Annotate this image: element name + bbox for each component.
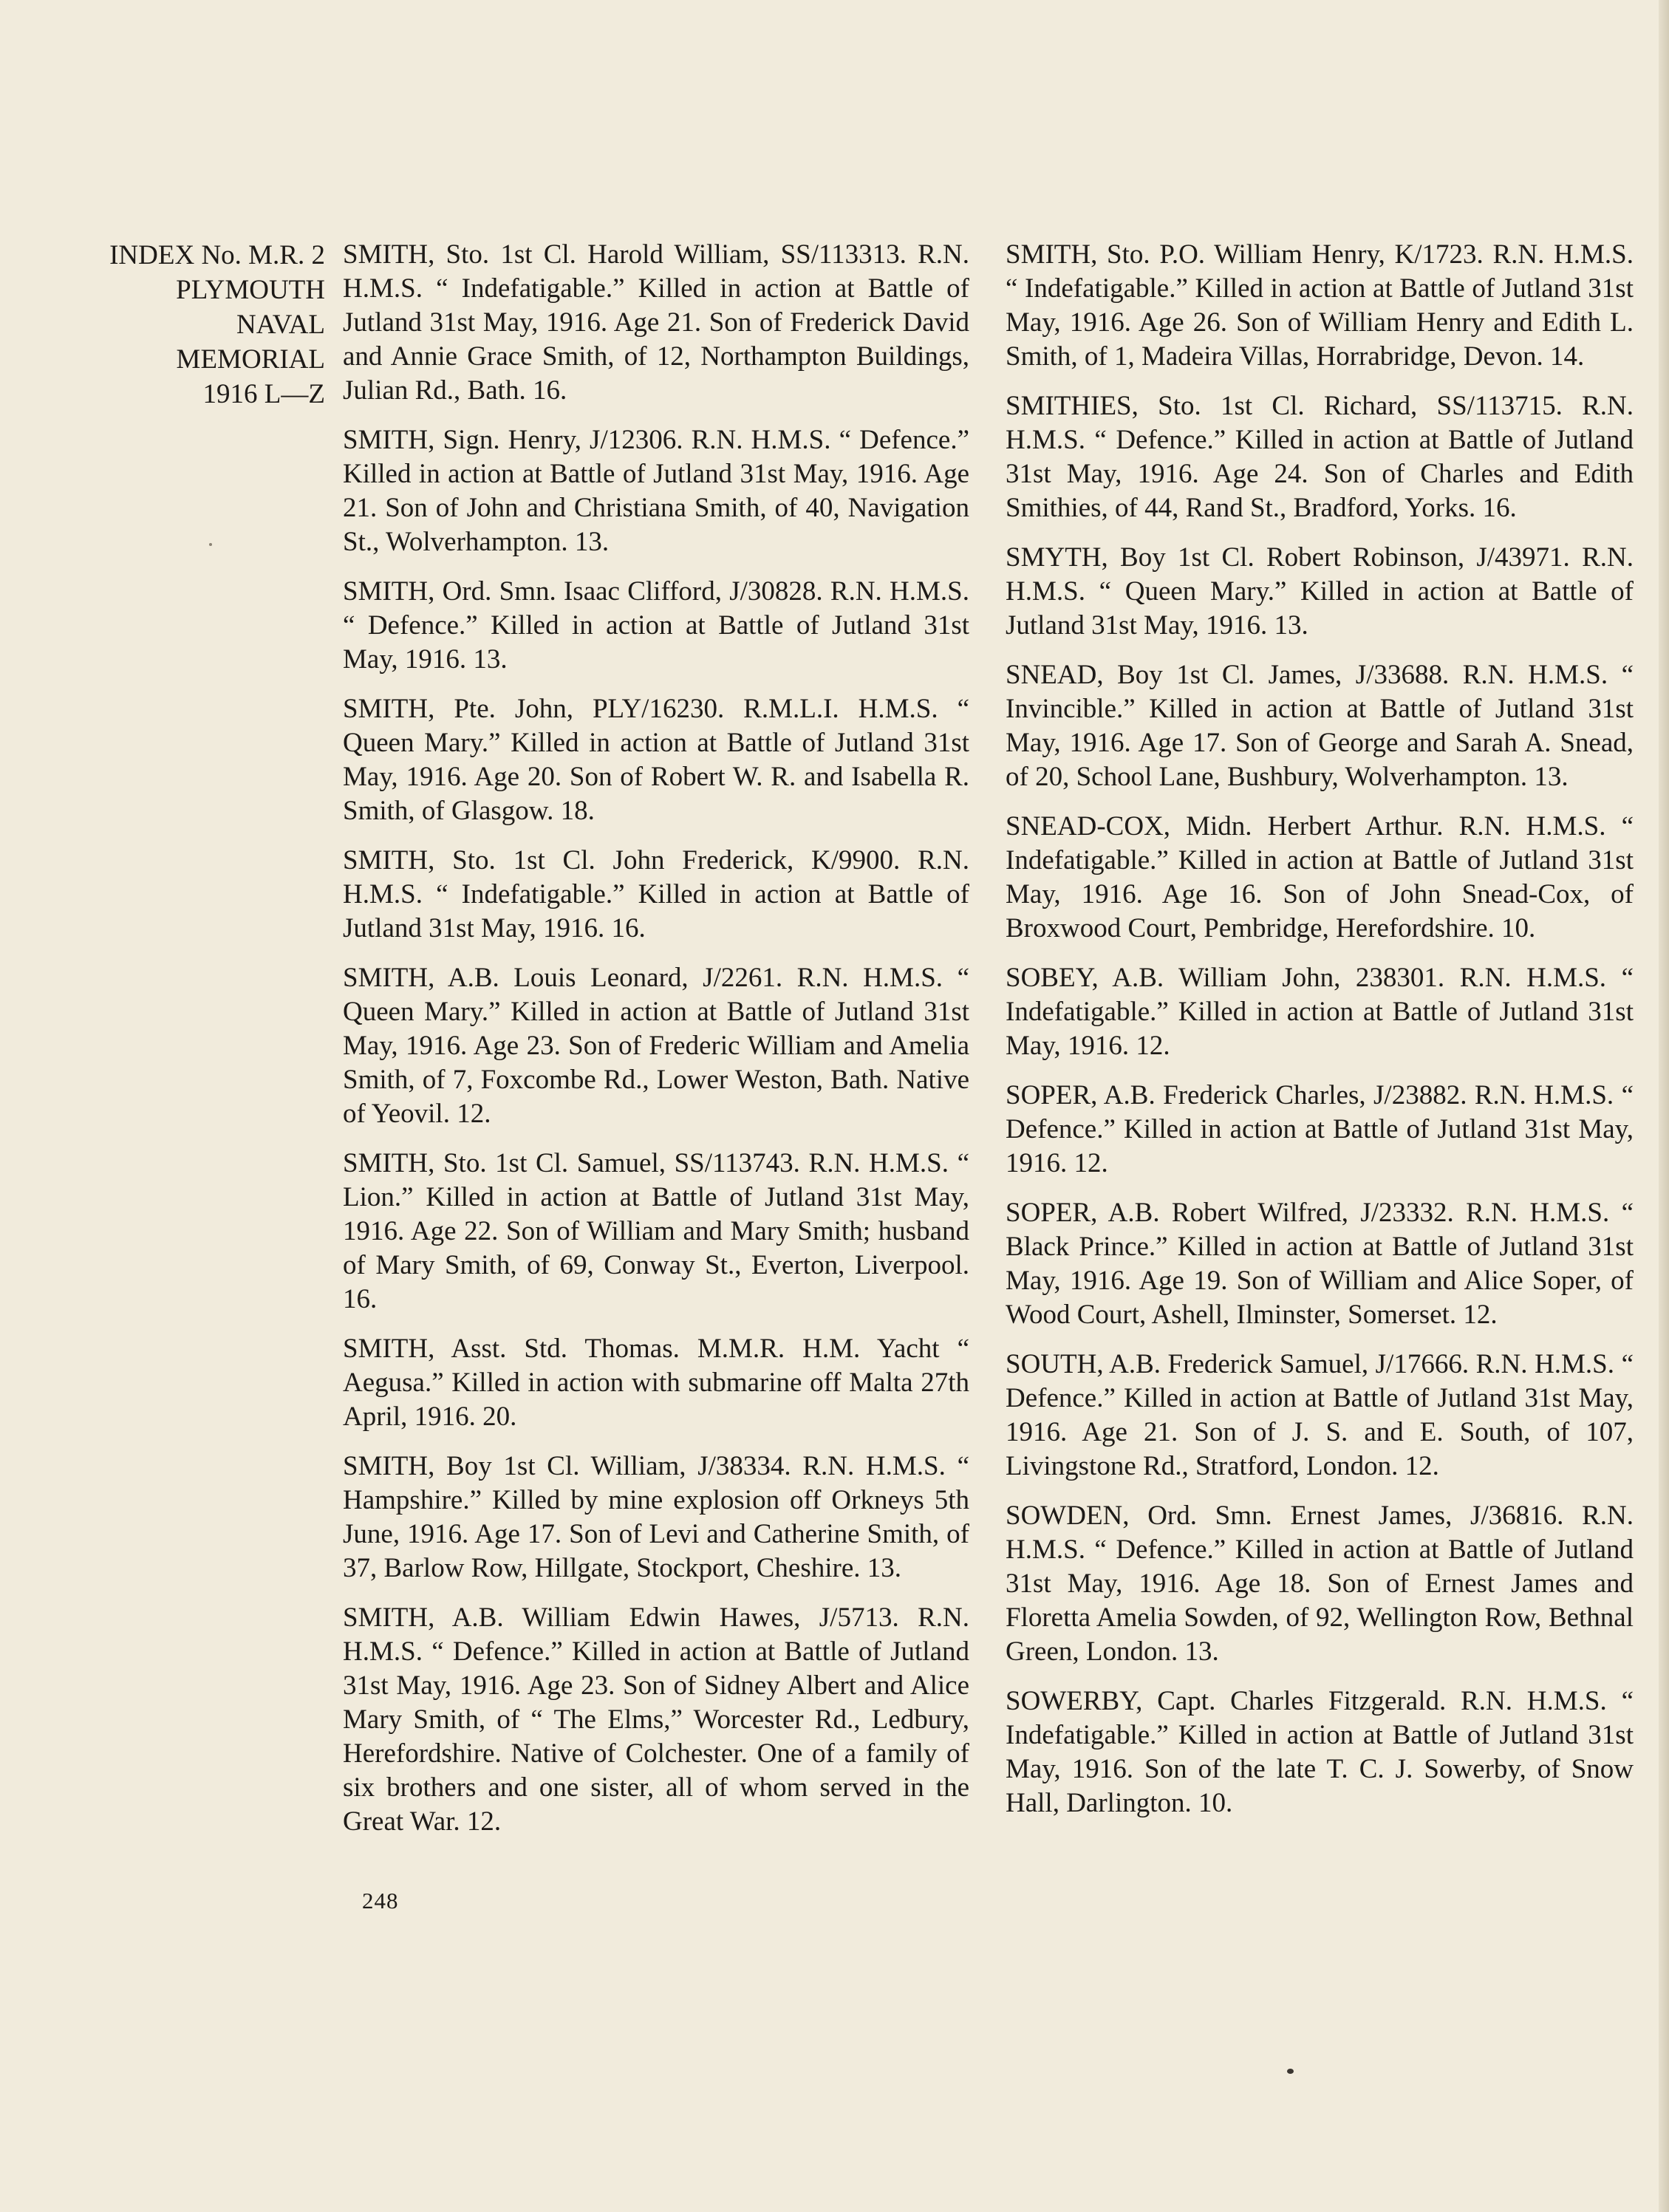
memorial-entry: SMITH, Asst. Std. Thomas. M.M.R. H.M. Yacht “ Aegusa.” Killed in action with submarine off Malta 27th April, 1916. 20. (343, 1334, 969, 1432)
memorial-entry: SMITH, Sto. 1st Cl. John Frederick, K/9900. R.N. H.M.S. “ Indefatigable.” Killed in action at Battle of Jutland 31st May, 1916. 16. (343, 845, 969, 943)
memorial-entry: SMITH, Sto. 1st Cl. Samuel, SS/113743. R.N. H.M.S. “ Lion.” Killed in action at Battle of Jutland 31st May, 1916. Age 22. Son of William and Mary Smith; husband of Mary Smith, of 69, Conway St., Everton, Liverpool. 16. (343, 1148, 969, 1314)
memorial-entry: SOPER, A.B. Robert Wilfred, J/23332. R.N. H.M.S. “ Black Prince.” Killed in action at Battle of Jutland 31st May, 1916. Age 19. Son of William and Alice Soper, of Wood Court, Ashell, Ilminster, Somerset. 12. (1006, 1198, 1634, 1330)
memorial-entry: SMITHIES, Sto. 1st Cl. Richard, SS/113715. R.N. H.M.S. “ Defence.” Killed in action at Battle of Jutland 31st May, 1916. Age 24. Son of Charles and Edith Smithies, of 44, Rand St., Bradford, Yorks. 16. (1006, 391, 1634, 523)
index-line: NAVAL (236, 310, 325, 340)
page-edge (1659, 0, 1669, 2212)
memorial-entry: SMITH, Sto. P.O. William Henry, K/1723. R.N. H.M.S. “ Indefatigable.” Killed in action at Battle of Jutland 31st May, 1916. Age 26. Son of William Henry and Edith L. Smith, of 1, Madeira Villas, Horrabridge, Devon. 14. (1006, 239, 1634, 372)
memorial-entry: SMITH, A.B. Louis Leonard, J/2261. R.N. H.M.S. “ Queen Mary.” Killed in action at Battle of Jutland 31st May, 1916. Age 23. Son of Frederic William and Amelia Smith, of 7, Foxcombe Rd., Lower Weston, Bath. Native of Yeovil. 12. (343, 963, 969, 1129)
memorial-entry: SMITH, Ord. Smn. Isaac Clifford, J/30828. R.N. H.M.S. “ Defence.” Killed in action at Battle of Jutland 31st May, 1916. 13. (343, 576, 969, 675)
ink-speck (1287, 2069, 1294, 2074)
memorial-entry: SMYTH, Boy 1st Cl. Robert Robinson, J/43971. R.N. H.M.S. “ Queen Mary.” Killed in action at Battle of Jutland 31st May, 1916. 13. (1006, 542, 1634, 641)
left-column (343, 238, 969, 1854)
index-line: INDEX No. M.R. 2 (109, 240, 325, 270)
memorial-entry: SMITH, Pte. John, PLY/16230. R.M.L.I. H.M.S. “ Queen Mary.” Killed in action at Battle of Jutland 31st May, 1916. Age 20. Son of Robert W. R. and Isabella R. Smith, of Glasgow. 18. (343, 694, 969, 826)
page-number: 248 (362, 1888, 399, 1914)
index-line: MEMORIAL (176, 344, 325, 375)
ink-speck (209, 543, 212, 546)
memorial-entry: SMITH, Boy 1st Cl. William, J/38334. R.N. H.M.S. “ Hampshire.” Killed by mine explosion off Orkneys 5th June, 1916. Age 17. Son of Levi and Catherine Smith, of 37, Barlow Row, Hillgate, Stockport, Cheshire. 13. (343, 1451, 969, 1583)
memorial-entry: SNEAD-COX, Midn. Herbert Arthur. R.N. H.M.S. “ Indefatigable.” Killed in action at Battle of Jutland 31st May, 1916. Age 16. Son of John Snead-Cox, of Broxwood Court, Pembridge, Herefordshire. 10. (1006, 811, 1634, 943)
memorial-entry: SNEAD, Boy 1st Cl. James, J/33688. R.N. H.M.S. “ Invincible.” Killed in action at Battle of Jutland 31st May, 1916. Age 17. Son of George and Sarah A. Snead, of 20, School Lane, Bushbury, Wolverhampton. 13. (1006, 660, 1634, 792)
memorial-entry: SOUTH, A.B. Frederick Samuel, J/17666. R.N. H.M.S. “ Defence.” Killed in action at Battle of Jutland 31st May, 1916. Age 21. Son of J. S. and E. South, of 107, Livingstone Rd., Stratford, London. 12. (1006, 1349, 1634, 1481)
memorial-entry: SOWERBY, Capt. Charles Fitzgerald. R.N. H.M.S. “ Indefatigable.” Killed in action at Battle of Jutland 31st May, 1916. Son of the late T. C. J. Sowerby, of Snow Hall, Darlington. 10. (1006, 1686, 1634, 1818)
memorial-entry: SOBEY, A.B. William John, 238301. R.N. H.M.S. “ Indefatigable.” Killed in action at Battle of Jutland 31st May, 1916. 12. (1006, 963, 1634, 1061)
index-heading (59, 238, 325, 412)
index-line: PLYMOUTH (176, 275, 325, 305)
memorial-entry: SOWDEN, Ord. Smn. Ernest James, J/36816. R.N. H.M.S. “ Defence.” Killed in action at Battle of Jutland 31st May, 1916. Age 18. Son of Ernest James and Floretta Amelia Sowden, of 92, Wellington Row, Bethnal Green, London. 13. (1006, 1501, 1634, 1667)
right-column (1006, 238, 1634, 1836)
memorial-entry: SMITH, A.B. William Edwin Hawes, J/5713. R.N. H.M.S. “ Defence.” Killed in action at Battle of Jutland 31st May, 1916. Age 23. Son of Sidney Albert and Alice Mary Smith, of “ The Elms,” Worcester Rd., Ledbury, Herefordshire. Native of Colchester. One of a family of six brothers and one sister, all of whom served in the Great War. 12. (343, 1602, 969, 1837)
index-line: 1916 L—Z (202, 379, 325, 409)
memorial-entry: SMITH, Sign. Henry, J/12306. R.N. H.M.S. “ Defence.” Killed in action at Battle of Jutland 31st May, 1916. Age 21. Son of John and Christiana Smith, of 40, Navigation St., Wolverhampton. 13. (343, 425, 969, 557)
memorial-entry: SMITH, Sto. 1st Cl. Harold William, SS/113313. R.N. H.M.S. “ Indefatigable.” Killed in action at Battle of Jutland 31st May, 1916. Age 21. Son of Frederick David and Annie Grace Smith, of 12, Northampton Buildings, Julian Rd., Bath. 16. (343, 239, 969, 406)
memorial-entry: SOPER, A.B. Frederick Charles, J/23882. R.N. H.M.S. “ Defence.” Killed in action at Battle of Jutland 31st May, 1916. 12. (1006, 1080, 1634, 1178)
